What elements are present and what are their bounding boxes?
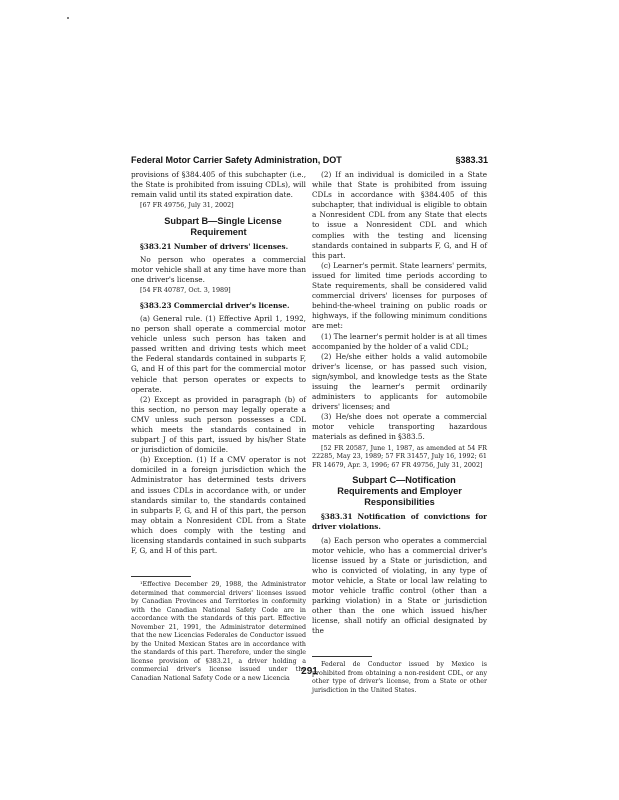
footnote-continued: Federal de Conductor issued by Mexico is prohibited from obtaining a non-resident CDL, or any other type of driver's license, from a State or other jurisdiction in the United States. (312, 661, 487, 694)
header-title: Federal Motor Carrier Safety Administration, DOT (131, 155, 342, 165)
right-column (312, 170, 487, 695)
section-383-21-heading (131, 242, 306, 252)
paragraph: (a) Each person who operates a commercial motor vehicle, who has a commercial driver's license issued by a State or jurisdiction, and who is convicted of violating, in any type of motor vehicle, a State or local law relating to motor vehicle traffic control (other than a parking violation) in a State or jurisdiction other than the one which issued his/her license, shall notify an official designated by the (312, 535, 487, 636)
section-title: Notification of convictions for driver violations. (312, 512, 488, 532)
paragraph: (2) Except as provided in paragraph (b) of this section, no person may legally operate a CMV unless such person possesses a CDL which meets the standards contained in subpart J of this part, issued by his/her State or jurisdiction of domicile. (131, 394, 306, 455)
citation: [52 FR 20587, June 1, 1987, as amended at 54 FR 22285, May 23, 1989; 57 FR 31457, July 16, 1992; 61 FR 14679, Apr. 3, 1996; 67 FR 49756, July 31, 2002] (312, 443, 487, 469)
section-title: Number of drivers' licenses. (173, 241, 289, 251)
left-column (131, 170, 306, 683)
citation: [54 FR 40787, Oct. 3, 1989] (140, 286, 231, 295)
subpart-c-heading: Subpart C—Notification Requirements and Employer Responsibilities (337, 475, 462, 508)
scan-speck (67, 17, 69, 19)
paragraph: (c) Learner's permit. State learners' permits, issued for limited time periods according to State requirements, shall be considered valid commercial drivers' licenses for purposes of behind-the-wheel training on public roads or highways, if the following minimum conditions are met: (312, 260, 487, 331)
page-number: 291 (301, 666, 318, 677)
footnote-rule (312, 656, 372, 657)
footnote: ¹Effective December 29, 1988, the Administrator determined that commercial drivers' licenses issued by Canadian Provinces and Territories in conformity with the Canadian National Safety Code are in accordance with the standards of this part. Effective November 21, 1991, the Administrator determined that the new Licencias Federales de Conductor issued by the United Mexican States are in accordance with the standards of this part. Therefore, under the single license provision of §383.21, a driver holding a commercial driver's license issued under the Canadian National Safety Code or a new Licencia (131, 581, 306, 682)
footnote-rule (131, 576, 191, 577)
subpart-b-heading: Subpart B—Single License Requirement (164, 215, 282, 237)
paragraph: (2) He/she either holds a valid automobile driver's license, or has passed such vision, sign/symbol, and knowledge tests as the State issuing the learner's permit ordinarily administers to applicants for automobile drivers' licenses; and (312, 351, 487, 412)
paragraph: (3) He/she does not operate a commercial motor vehicle transporting hazardous materials as defined in §383.5. (312, 412, 487, 442)
section-383-23-heading (131, 301, 306, 311)
section-number: §383.23 (140, 300, 172, 310)
header-section: §383.31 (455, 155, 488, 165)
paragraph: (2) If an individual is domiciled in a State while that State is prohibited from issuing CDLs in accordance with §384.405 of this subchapter, that individual is eligible to obtain a Nonresident CDL from any State that elects to issue a Nonresident CDL and which complies with the testing and licensing standards contained in subparts F, G, and H of this part. (312, 170, 487, 260)
running-header (131, 155, 488, 165)
paragraph: (b) Exception. (1) If a CMV operator is not domiciled in a foreign jurisdiction which the Administrator has determined tests drivers and issues CDLs in accordance with, or under standards similar to, the standards contained in subparts F, G, and H of this part, the person may obtain a Nonresident CDL from a State which does comply with the testing and licensing standards contained in such subparts F, G, and H of this part. (131, 455, 306, 556)
section-number: §383.21 (140, 241, 172, 251)
section-383-31-heading (312, 512, 487, 532)
carry-paragraph: provisions of §384.405 of this subchapter (i.e., the State is prohibited from issuing CDLs), will remain valid until its stated expiration date. (131, 170, 306, 200)
citation: [67 FR 49756, July 31, 2002] (140, 201, 234, 210)
section-number: §383.31 (321, 512, 353, 522)
section-title: Commercial driver's license. (173, 300, 290, 310)
paragraph: (a) General rule. (1) Effective April 1, 1992, no person shall operate a commercial motor vehicle unless such person has taken and passed written and driving tests which meet the Federal standards contained in subparts F, G, and H of this part for the commercial motor vehicle that person operates or expects to operate. (131, 313, 306, 394)
paragraph: No person who operates a commercial motor vehicle shall at any time have more than one driver's license. (131, 254, 306, 285)
paragraph: (1) The learner's permit holder is at all times accompanied by the holder of a valid CDL; (312, 331, 487, 351)
